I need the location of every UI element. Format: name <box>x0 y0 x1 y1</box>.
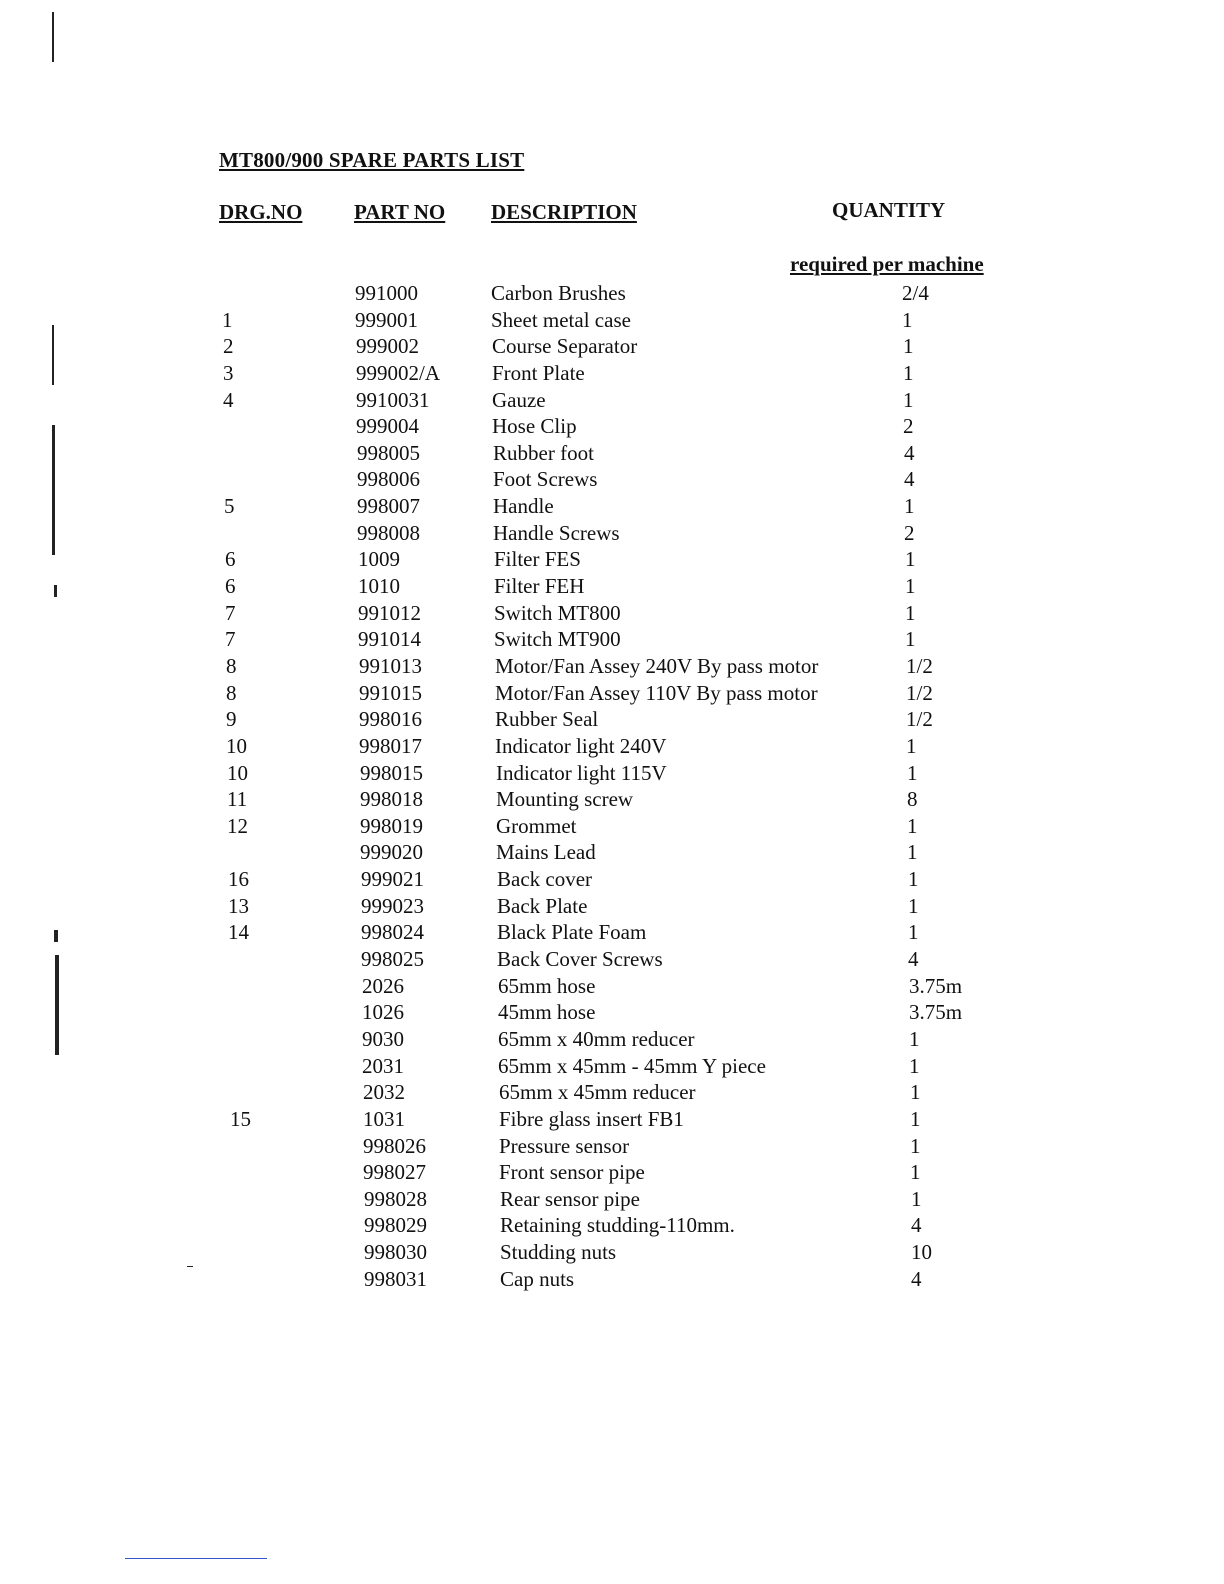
part-no-cell: 1009 <box>358 547 400 572</box>
table-row <box>0 813 1224 840</box>
table-row <box>0 600 1224 627</box>
description-cell: Pressure sensor <box>499 1133 630 1158</box>
description-cell: Motor/Fan Assey 240V By pass motor <box>495 653 819 678</box>
quantity-cell: 4 <box>904 467 915 492</box>
table-row <box>0 493 1224 520</box>
table-row <box>0 440 1224 467</box>
quantity-cell: 1 <box>909 1053 920 1078</box>
description-cell: Indicator light 115V <box>496 760 667 785</box>
drg-no-cell: 8 <box>226 653 237 678</box>
table-row <box>0 360 1224 387</box>
table-row <box>0 653 1224 680</box>
description-cell: Retaining studding-110mm. <box>500 1213 735 1238</box>
part-no-cell: 991012 <box>358 600 421 625</box>
quantity-cell: 1 <box>910 1160 921 1185</box>
table-row <box>0 333 1224 360</box>
description-cell: Front Plate <box>492 360 585 385</box>
header-quantity: QUANTITY <box>832 198 946 222</box>
quantity-cell: 1 <box>903 360 914 385</box>
description-cell: Filter FEH <box>494 574 585 599</box>
drg-no-cell: 10 <box>227 760 248 785</box>
quantity-cell: 1 <box>910 1106 921 1131</box>
footer-rule <box>125 1558 267 1559</box>
table-row <box>0 760 1224 787</box>
description-cell: 65mm x 45mm reducer <box>499 1080 696 1105</box>
part-no-cell: 998024 <box>361 920 424 945</box>
description-cell: Sheet metal case <box>491 307 631 332</box>
table-row <box>0 1239 1224 1266</box>
drg-no-cell: 11 <box>227 787 248 812</box>
part-no-cell: 998031 <box>364 1266 427 1291</box>
part-no-cell: 999004 <box>356 414 419 439</box>
quantity-cell: 1/2 <box>906 707 933 732</box>
drg-no-cell: 3 <box>223 360 234 385</box>
description-cell: Back Cover Screws <box>497 947 663 972</box>
header-drg-no: DRG.NO <box>219 200 303 224</box>
table-row <box>0 626 1224 653</box>
drg-no-cell: 1 <box>222 307 233 332</box>
description-cell: 45mm hose <box>498 1000 596 1025</box>
part-no-cell: 999023 <box>361 893 424 918</box>
description-cell: Mounting screw <box>496 787 634 812</box>
table-row <box>0 999 1224 1026</box>
quantity-cell: 1 <box>904 494 915 519</box>
quantity-cell: 1 <box>910 1080 921 1105</box>
quantity-cell: 1 <box>905 547 916 572</box>
description-cell: Rear sensor pipe <box>500 1186 640 1211</box>
quantity-cell: 1 <box>905 627 916 652</box>
description-cell: 65mm x 40mm reducer <box>498 1026 695 1051</box>
description-cell: Back Plate <box>497 893 588 918</box>
part-no-cell: 999001 <box>355 307 418 332</box>
quantity-cell: 2 <box>903 414 914 439</box>
table-row <box>0 1212 1224 1239</box>
quantity-cell: 1 <box>905 600 916 625</box>
quantity-cell: 1 <box>905 574 916 599</box>
part-no-cell: 998005 <box>357 440 420 465</box>
drg-no-cell: 7 <box>225 600 236 625</box>
table-row <box>0 1053 1224 1080</box>
table-row <box>0 1186 1224 1213</box>
table-row <box>0 1106 1224 1133</box>
part-no-cell: 1031 <box>363 1106 405 1131</box>
quantity-cell: 4 <box>904 440 915 465</box>
drg-no-cell: 6 <box>225 574 236 599</box>
table-row <box>0 1079 1224 1106</box>
quantity-cell: 1 <box>910 1133 921 1158</box>
description-cell: Filter FES <box>494 547 581 572</box>
table-row <box>0 680 1224 707</box>
description-cell: Course Separator <box>492 334 638 359</box>
part-no-cell: 998007 <box>357 494 420 519</box>
quantity-cell: 1/2 <box>906 680 933 705</box>
table-row <box>0 387 1224 414</box>
part-no-cell: 998006 <box>357 467 420 492</box>
drg-no-cell: 14 <box>228 920 249 945</box>
part-no-cell: 1010 <box>358 574 400 599</box>
description-cell: Handle Screws <box>493 520 620 545</box>
drg-no-cell: 12 <box>227 813 248 838</box>
table-row <box>0 706 1224 733</box>
table-row <box>0 1026 1224 1053</box>
part-no-cell: 998008 <box>357 520 420 545</box>
part-no-cell: 1026 <box>362 1000 404 1025</box>
quantity-cell: 3.75m <box>909 1000 963 1025</box>
table-row <box>0 919 1224 946</box>
table-row <box>0 280 1224 307</box>
header-description: DESCRIPTION <box>491 200 637 224</box>
part-no-cell: 998017 <box>359 733 422 758</box>
quantity-cell: 3.75m <box>909 973 963 998</box>
description-cell: Grommet <box>496 813 577 838</box>
table-row <box>0 839 1224 866</box>
quantity-cell: 1 <box>907 813 918 838</box>
description-cell: Hose Clip <box>492 414 577 439</box>
quantity-cell: 1 <box>907 760 918 785</box>
table-row <box>0 1133 1224 1160</box>
part-no-cell: 998016 <box>359 707 422 732</box>
description-cell: 65mm x 45mm - 45mm Y piece <box>498 1053 766 1078</box>
quantity-cell: 1 <box>911 1186 922 1211</box>
part-no-cell: 998030 <box>364 1240 427 1265</box>
description-cell: Black Plate Foam <box>497 920 647 945</box>
description-cell: Back cover <box>497 867 593 892</box>
quantity-cell: 1 <box>909 1026 920 1051</box>
part-no-cell: 998019 <box>360 813 423 838</box>
description-cell: Mains Lead <box>496 840 596 865</box>
description-cell: Handle <box>493 494 554 519</box>
part-no-cell: 998015 <box>360 760 423 785</box>
quantity-cell: 1 <box>903 387 914 412</box>
table-row <box>0 866 1224 893</box>
quantity-cell: 1 <box>908 867 919 892</box>
part-no-cell: 998029 <box>364 1213 427 1238</box>
table-row <box>0 573 1224 600</box>
part-no-cell: 2032 <box>363 1080 405 1105</box>
drg-no-cell: 4 <box>223 387 234 412</box>
drg-no-cell: 5 <box>224 494 235 519</box>
quantity-cell: 1 <box>908 893 919 918</box>
part-no-cell: 999020 <box>360 840 423 865</box>
description-cell: Switch MT900 <box>494 627 621 652</box>
quantity-cell: 2 <box>904 520 915 545</box>
part-no-cell: 991014 <box>358 627 421 652</box>
quantity-cell: 1 <box>903 334 914 359</box>
description-cell: Studding nuts <box>500 1240 617 1265</box>
description-cell: Motor/Fan Assey 110V By pass motor <box>495 680 818 705</box>
part-no-cell: 998028 <box>364 1186 427 1211</box>
table-row <box>0 1159 1224 1186</box>
part-no-cell: 991000 <box>355 281 418 305</box>
part-no-cell: 9910031 <box>356 387 430 412</box>
part-no-cell: 998027 <box>363 1160 426 1185</box>
header-part-no: PART NO <box>354 200 446 224</box>
description-cell: Cap nuts <box>500 1266 575 1291</box>
table-row <box>0 973 1224 1000</box>
table-row <box>0 520 1224 547</box>
quantity-cell: 1 <box>908 920 919 945</box>
quantity-cell: 4 <box>911 1213 922 1238</box>
part-no-cell: 9030 <box>362 1026 404 1051</box>
quantity-cell: 2/4 <box>902 281 929 305</box>
description-cell: 65mm hose <box>498 973 596 998</box>
part-no-cell: 2026 <box>362 973 404 998</box>
part-no-cell: 999002 <box>356 334 419 359</box>
table-row <box>0 946 1224 973</box>
part-no-cell: 991015 <box>359 680 422 705</box>
quantity-cell: 4 <box>911 1266 922 1291</box>
quantity-cell: 8 <box>907 787 918 812</box>
quantity-cell: 1 <box>902 307 913 332</box>
description-cell: Indicator light 240V <box>495 733 667 758</box>
part-no-cell: 998025 <box>361 947 424 972</box>
description-cell: Carbon Brushes <box>491 281 626 305</box>
description-cell: Rubber foot <box>493 440 594 465</box>
quantity-cell: 1 <box>906 733 917 758</box>
parts-table <box>0 280 1224 1292</box>
header-quantity-subtitle: required per machine <box>790 252 984 276</box>
description-cell: Gauze <box>492 387 546 412</box>
part-no-cell: 991013 <box>359 653 422 678</box>
table-row <box>0 546 1224 573</box>
part-no-cell: 999021 <box>361 867 424 892</box>
description-cell: Foot Screws <box>493 467 598 492</box>
table-row <box>0 1266 1224 1293</box>
description-cell: Fibre glass insert FB1 <box>499 1106 684 1131</box>
part-no-cell: 2031 <box>362 1053 404 1078</box>
part-no-cell: 999002/A <box>356 360 440 385</box>
table-row <box>0 466 1224 493</box>
drg-no-cell: 6 <box>225 547 236 572</box>
table-row <box>0 733 1224 760</box>
drg-no-cell: 15 <box>230 1106 251 1131</box>
quantity-cell: 1 <box>907 840 918 865</box>
quantity-cell: 4 <box>908 947 919 972</box>
drg-no-cell: 13 <box>228 893 249 918</box>
description-cell: Front sensor pipe <box>499 1160 645 1185</box>
table-row <box>0 307 1224 334</box>
description-cell: Rubber Seal <box>495 707 599 732</box>
drg-no-cell: 8 <box>226 680 237 705</box>
table-row <box>0 413 1224 440</box>
quantity-cell: 1/2 <box>906 653 933 678</box>
table-row <box>0 786 1224 813</box>
part-no-cell: 998018 <box>360 787 423 812</box>
description-cell: Switch MT800 <box>494 600 621 625</box>
drg-no-cell: 7 <box>225 627 236 652</box>
drg-no-cell: 16 <box>228 867 249 892</box>
part-no-cell: 998026 <box>363 1133 426 1158</box>
drg-no-cell: 10 <box>226 733 247 758</box>
quantity-cell: 10 <box>911 1240 932 1265</box>
drg-no-cell: 2 <box>223 334 234 359</box>
table-row <box>0 893 1224 920</box>
drg-no-cell: 9 <box>226 707 237 732</box>
document-title: MT800/900 SPARE PARTS LIST <box>219 148 525 172</box>
